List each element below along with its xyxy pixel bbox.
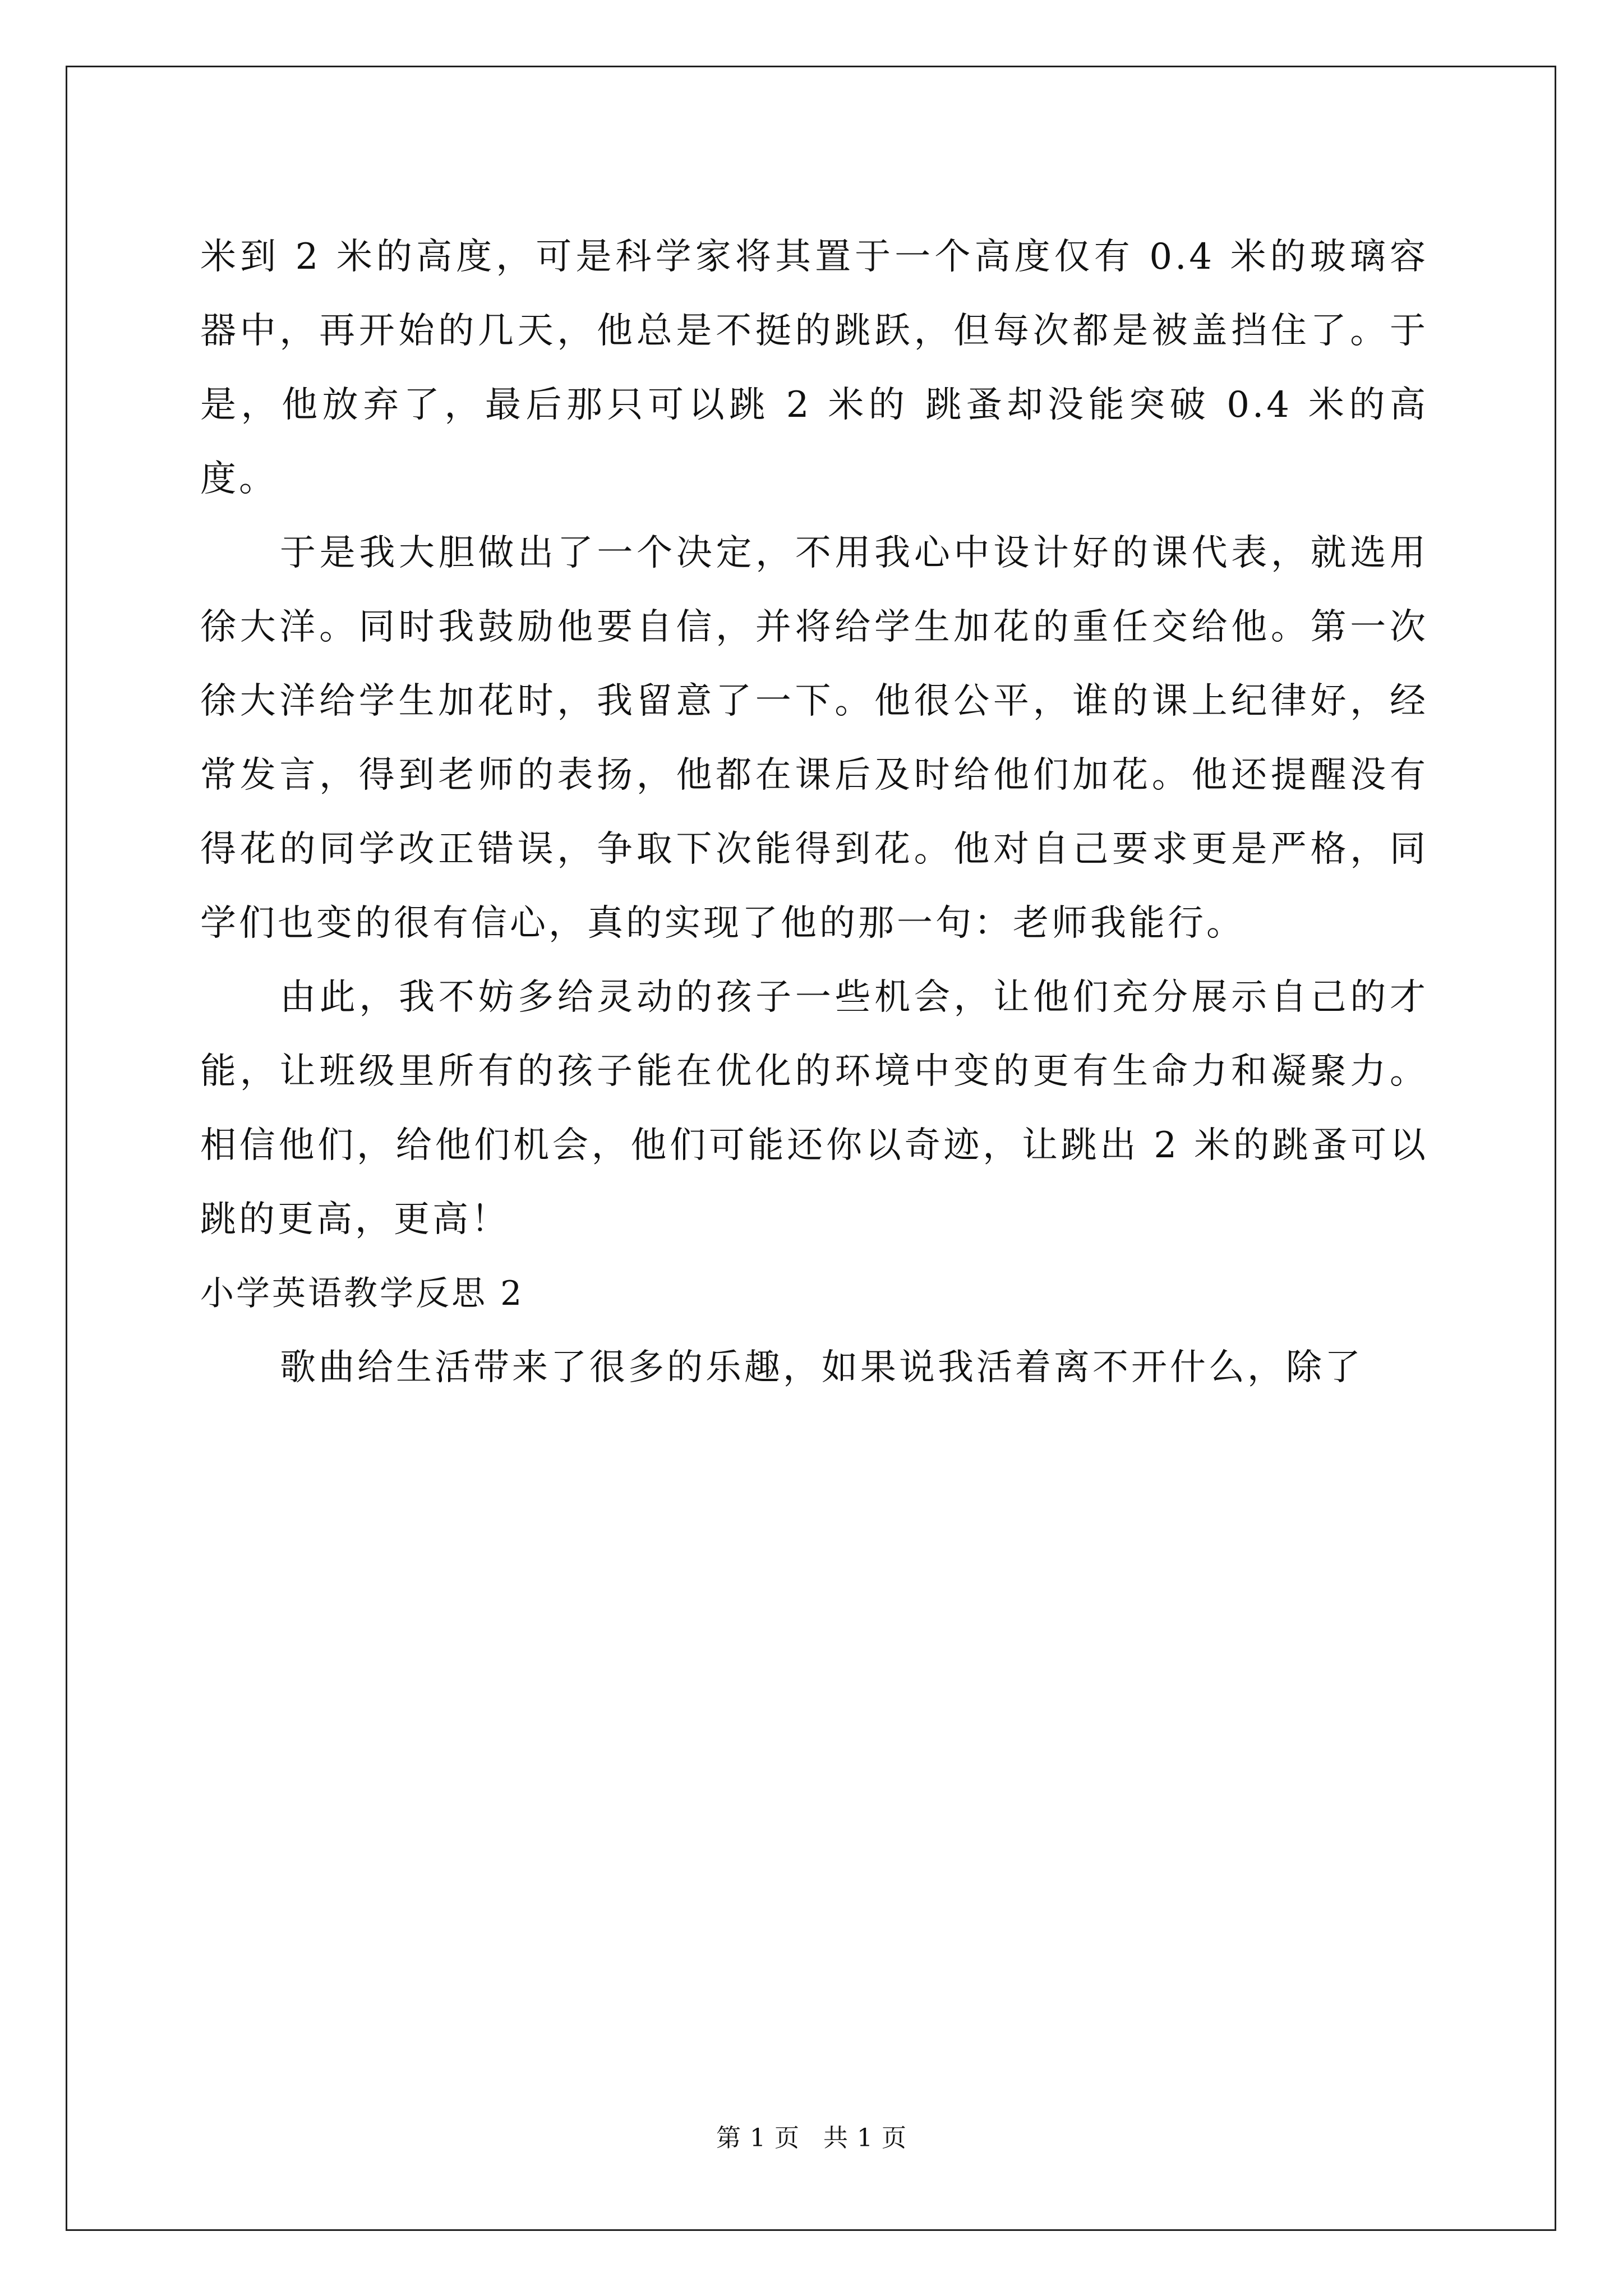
paragraph-conclusion: 由此，我不妨多给灵动的孩子一些机会，让他们充分展示自己的才能，让班级里所有的孩子能在优化的环境中变的更有生命力和凝聚力。相信他们，给他们机会，他们可能还你以奇迹，让跳出 2 米的跳蚤可以跳的更高，更高！	[200, 977, 1428, 1240]
paragraph-flea-story: 米到 2 米的高度，可是科学家将其置于一个高度仅有 0.4 米的玻璃容器中，再开始的几天，他总是不挺的跳跃，但每次都是被盖挡住了。于是，他放弃了，最后那只可以跳 2 米的 跳蚤却没能突破 0.4 米的高度。	[200, 236, 1428, 500]
page-footer	[0, 2118, 1623, 2154]
page-number: 第 1 页	[716, 2124, 800, 2152]
document-body	[200, 220, 1428, 1405]
page-total: 共 1 页	[823, 2124, 907, 2152]
paragraph-songs: 歌曲给生活带来了很多的乐趣，如果说我活着离不开什么，除了	[280, 1347, 1363, 1388]
paragraph-class-representative: 于是我大胆做出了一个决定，不用我心中设计好的课代表，就选用徐大洋。同时我鼓励他要自信，并将给学生加花的重任交给他。第一次徐大洋给学生加花时，我留意了一下。他很公平，谁的课上纪律好，经常发言，得到老师的表扬，他都在课后及时给他们加花。他还提醒没有得花的同学改正错误，争取下次能得到花。他对自己要求更是严格，同学们也变的很有信心，真的实现了他的那一句：老师我能行。	[200, 532, 1428, 944]
section-title: 小学英语教学反思 2	[200, 1274, 524, 1313]
